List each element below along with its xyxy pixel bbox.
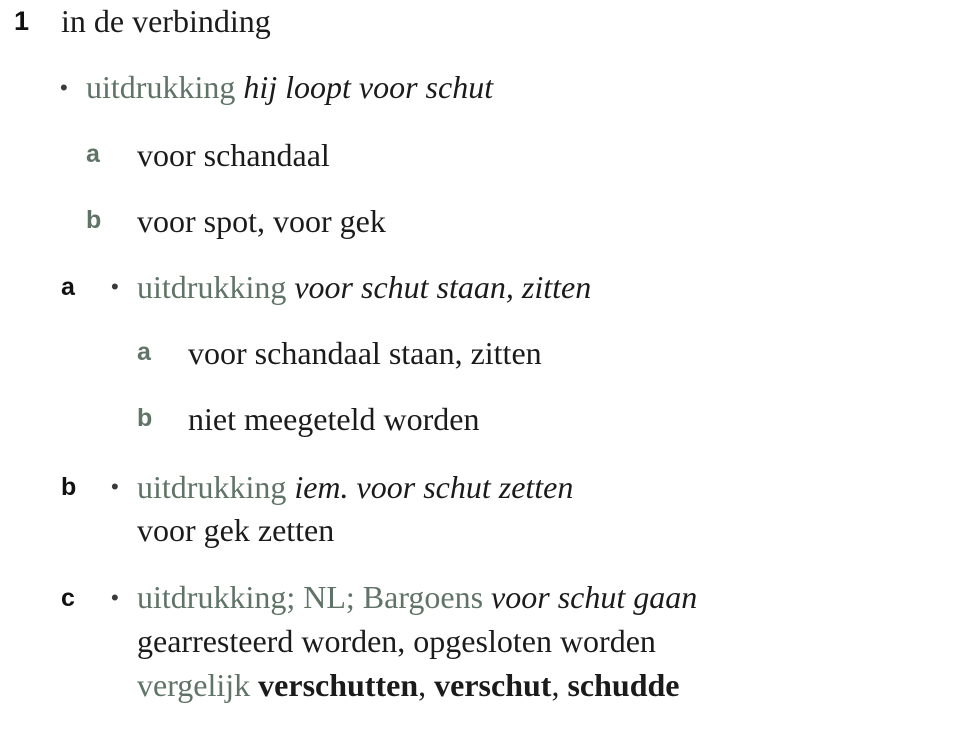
expression-phrase: voor schut gaan: [491, 579, 698, 615]
compare-line: [137, 669, 679, 701]
item-letter: a: [61, 273, 75, 301]
subsense-definition: voor schandaal staan, zitten: [188, 335, 542, 371]
comma-separator: ,: [418, 667, 427, 703]
expression-line: [137, 271, 591, 303]
expression-line: [137, 471, 573, 503]
bullet-icon: •: [60, 75, 68, 100]
subsense-definition: voor spot, voor gek: [137, 203, 386, 239]
expression-label[interactable]: uitdrukking: [86, 69, 236, 105]
expression-definition: gearresteerd worden, opgesloten worden: [137, 623, 656, 659]
expression-label[interactable]: uitdrukking: [137, 269, 287, 305]
expression-phrase: iem. voor schut zetten: [294, 469, 574, 505]
comma-separator: ,: [551, 667, 560, 703]
sense-number: 1: [14, 6, 30, 36]
subsense-definition: voor schandaal: [137, 137, 330, 173]
bullet-icon: •: [111, 274, 119, 299]
subsense-definition: niet meegeteld worden: [188, 401, 480, 437]
compare-word-link[interactable]: schudde: [567, 667, 680, 703]
bullet-icon: •: [111, 585, 119, 610]
compare-word-link[interactable]: verschut: [434, 667, 552, 703]
expression-phrase: hij loopt voor schut: [243, 69, 494, 105]
expression-line: [137, 581, 697, 613]
subsense-letter: a: [137, 338, 151, 366]
item-letter: b: [61, 473, 77, 501]
expression-line: [86, 71, 493, 103]
bullet-icon: •: [111, 474, 119, 499]
compare-word-link[interactable]: verschutten: [258, 667, 419, 703]
compare-label[interactable]: vergelijk: [137, 667, 251, 703]
subsense-letter: b: [86, 206, 102, 234]
subsense-letter: a: [86, 140, 100, 168]
sense-definition: in de verbinding: [61, 3, 271, 39]
expression-phrase: voor schut staan, zitten: [294, 269, 592, 305]
expression-label[interactable]: uitdrukking; NL; Bargoens: [137, 579, 484, 615]
expression-label[interactable]: uitdrukking: [137, 469, 287, 505]
expression-definition: voor gek zetten: [137, 512, 335, 548]
subsense-letter: b: [137, 404, 153, 432]
item-letter: c: [61, 584, 75, 612]
